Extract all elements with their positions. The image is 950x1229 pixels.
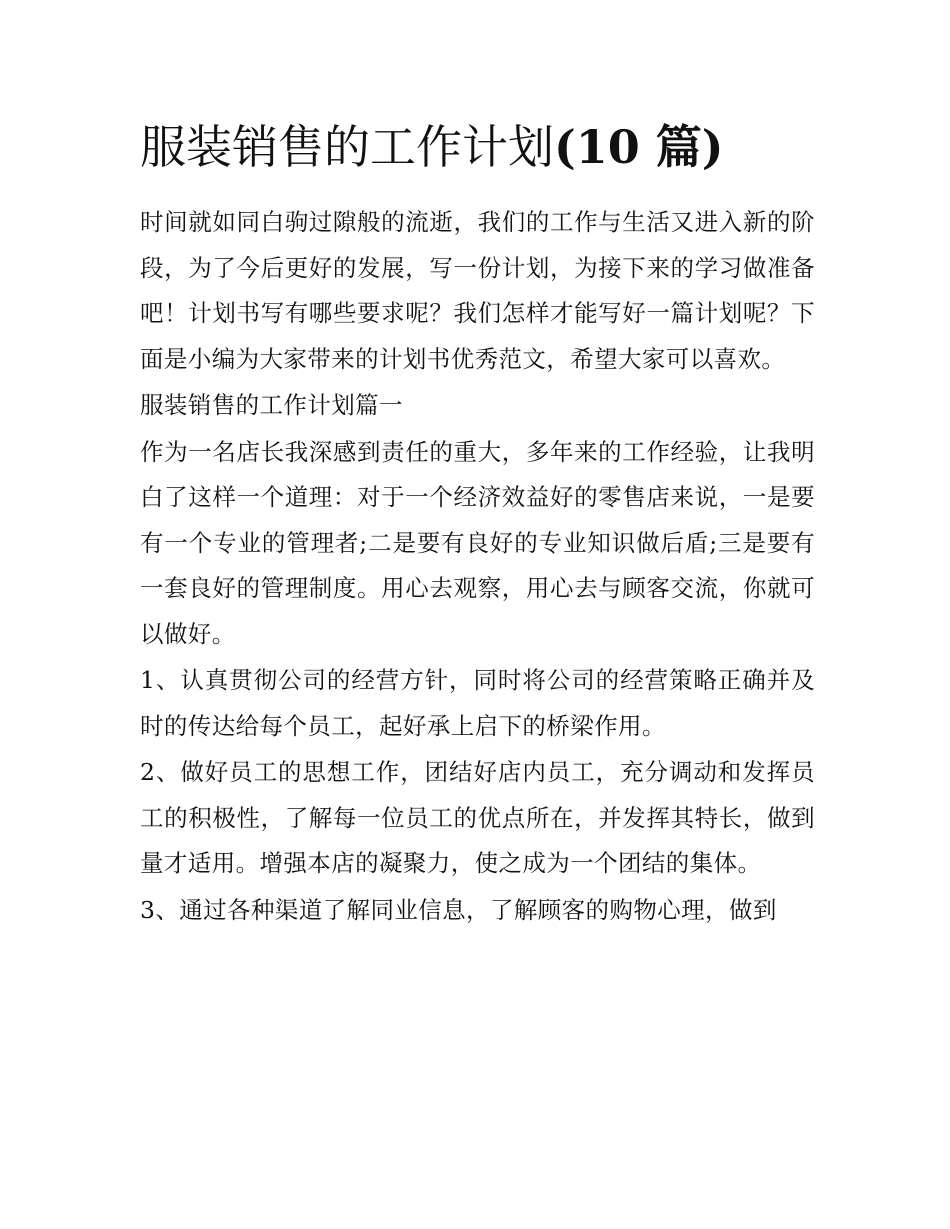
intro-paragraph: 时间就如同白驹过隙般的流逝，我们的工作与生活又进入新的阶段，为了今后更好的发展，写一份计划，为接下来的学习做准备吧！计划书写有哪些要求呢？我们怎样才能写好一篇计划呢？下面是小编为大家带来的计划书优秀范文，希望大家可以喜欢。 (140, 208, 815, 373)
list-item-3: 3、通过各种渠道了解同业信息，了解顾客的购物心理，做到 (140, 895, 777, 924)
list-item-1: 1、认真贯彻公司的经营方针，同时将公司的经营策略正确并及时的传达给每个员工，起好承上启下的桥梁作用。 (140, 666, 815, 740)
title-main-text: 服装销售的工作计划 (140, 120, 554, 174)
document-body (140, 200, 815, 933)
section-heading: 服装销售的工作计划篇一 (140, 391, 403, 419)
list-item-2: 2、做好员工的思想工作，团结好店内员工，充分调动和发挥员工的积极性，了解每一位员工的优点所在，并发挥其特长，做到量才适用。增强本店的凝聚力，使之成为一个团结的集体。 (140, 758, 815, 877)
title-suffix-text: (10 篇) (554, 120, 724, 174)
body-paragraph-1: 作为一名店长我深感到责任的重大，多年来的工作经验，让我明白了这样一个道理：对于一个经济效益好的零售店来说，一是要有一个专业的管理者;二是要有良好的专业知识做后盾;三是要有一套良好的管理制度。用心去观察，用心去与顾客交流，你就可以做好。 (140, 437, 815, 648)
document-title (140, 116, 840, 178)
